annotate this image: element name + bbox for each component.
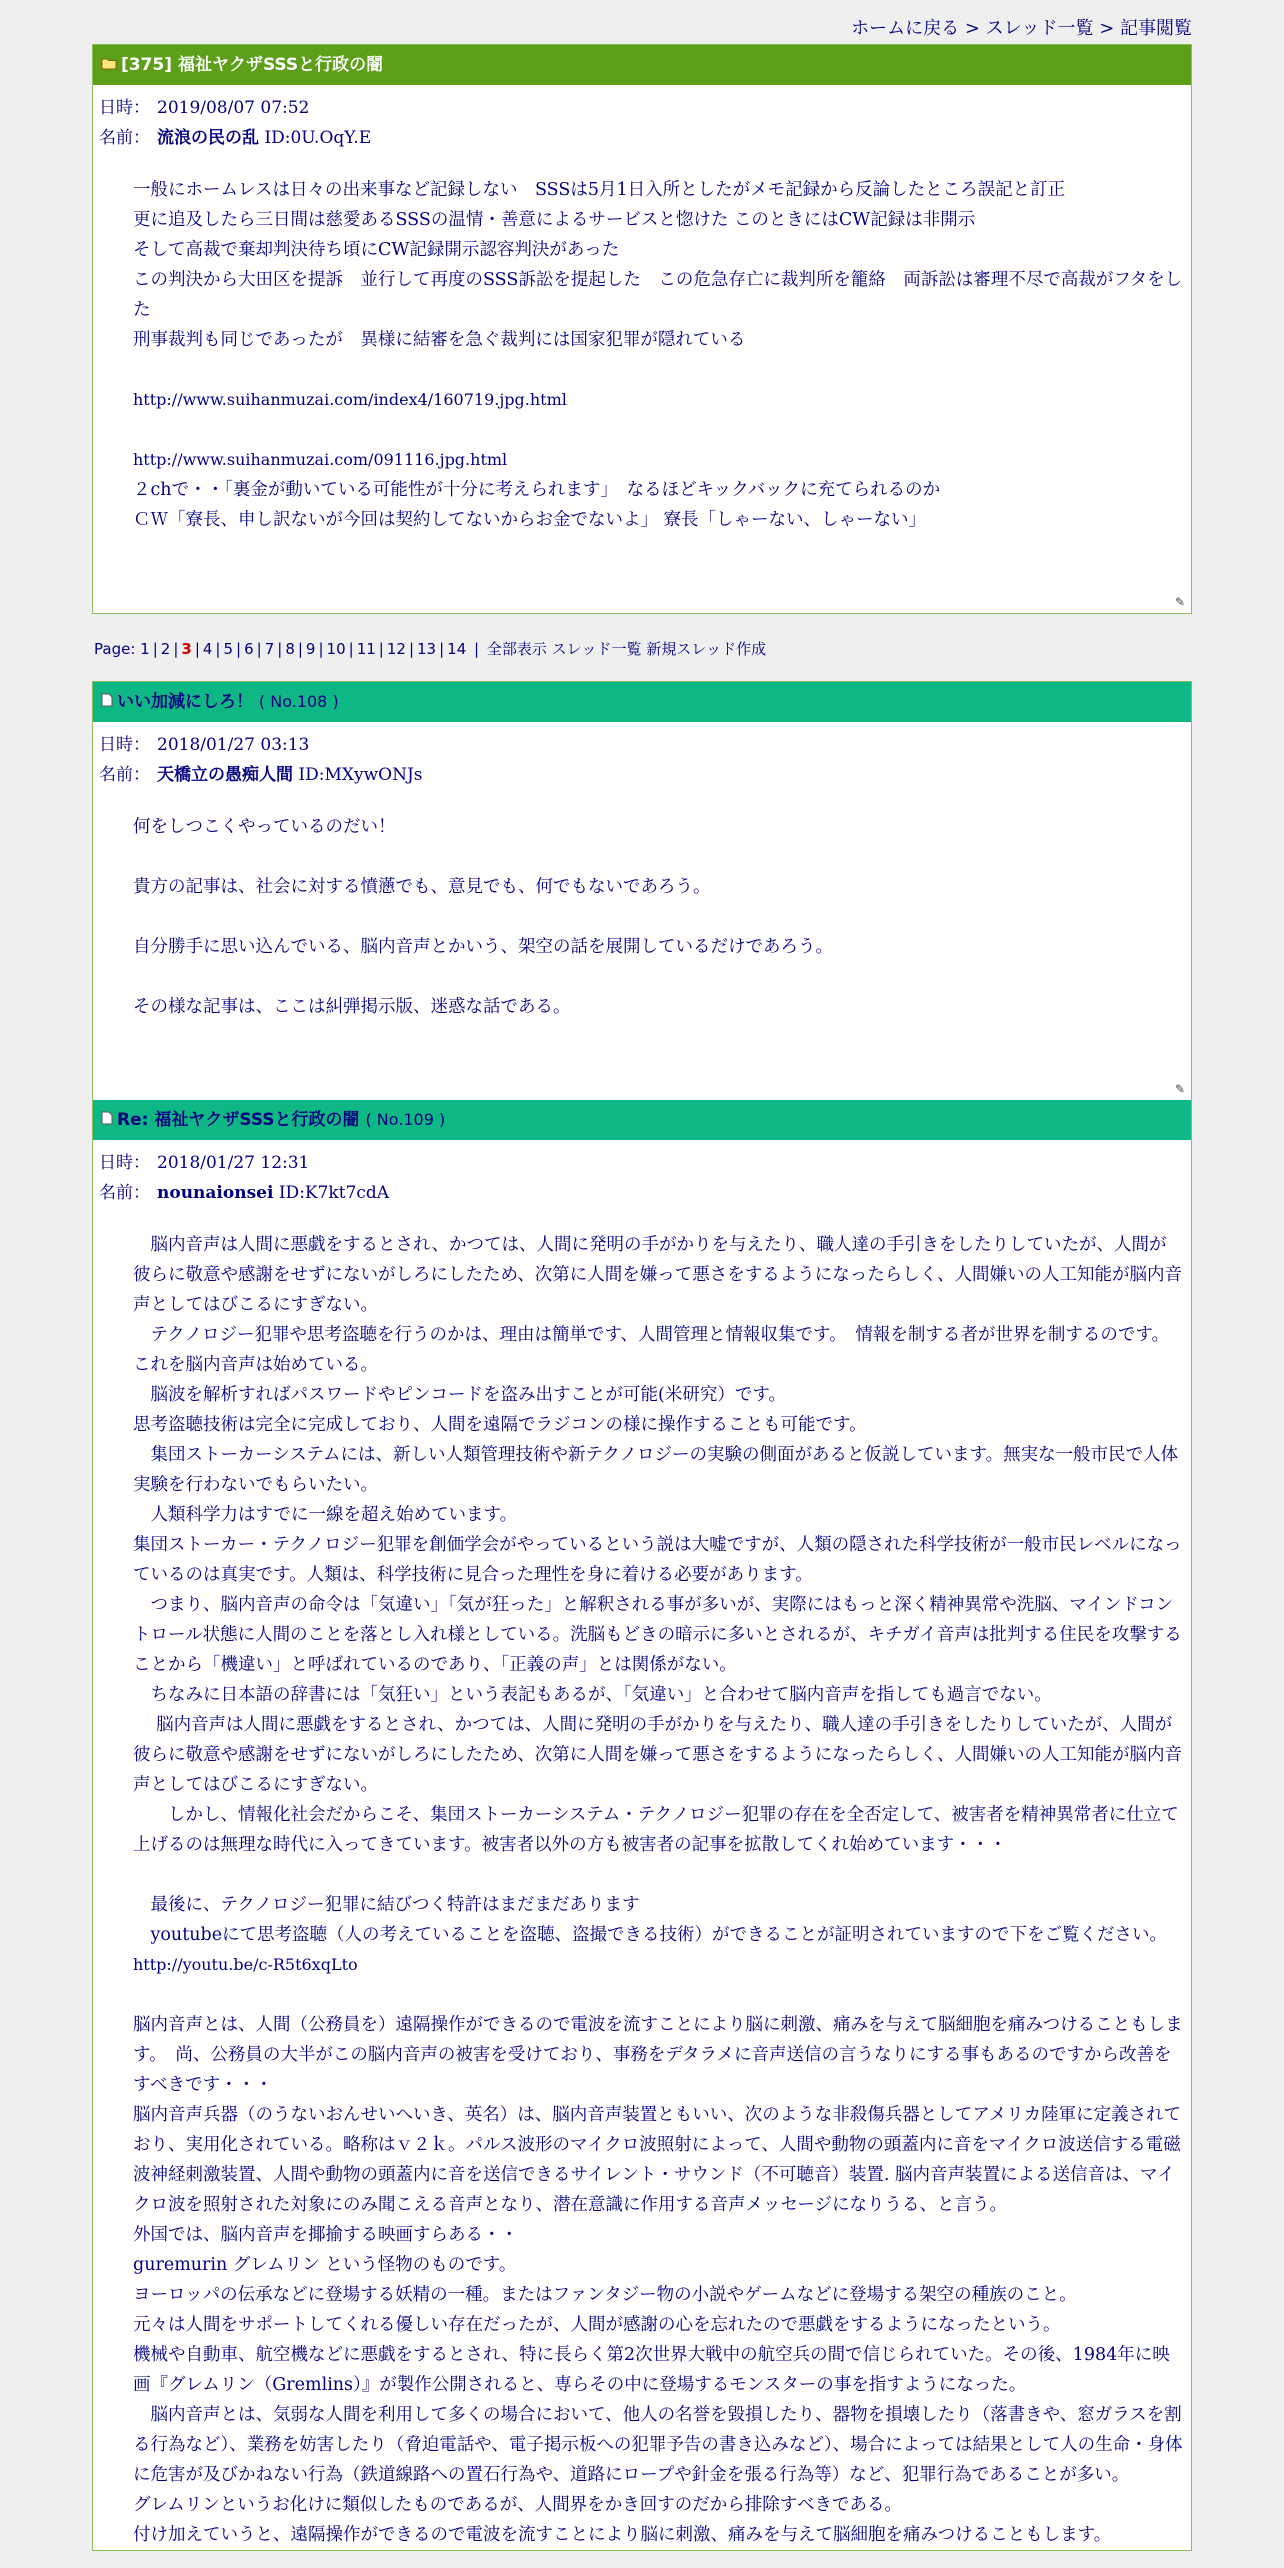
reply-title: いい加減にしろ！ <box>117 692 253 712</box>
page-link-8[interactable]: 8 <box>285 640 295 658</box>
date-label: 日時： <box>99 98 150 118</box>
thread-header <box>93 45 1191 85</box>
body-line: しかし、情報化社会だからこそ、集団ストーカーシステム・テクノロジー犯罪の存在を全否定して、被害者を精神異常者に仕立て上げるのは無理な時代に入ってきています。被害者以外の方も被害者の記事を拡散してくれ始めています・・・ <box>133 1805 1179 1855</box>
page-link-1[interactable]: 1 <box>140 640 150 658</box>
show-all-link[interactable]: 全部表示 <box>486 640 547 658</box>
post-body <box>93 790 1191 1082</box>
post-date: 2018/01/27 12:31 <box>157 1153 310 1173</box>
breadcrumb-current: 記事閲覧 <box>1120 18 1192 39</box>
date-label: 日時： <box>99 735 150 755</box>
document-icon <box>101 682 113 722</box>
page-separator: | <box>408 640 414 658</box>
page-link-12[interactable]: 12 <box>386 640 406 658</box>
home-link[interactable]: ホームに戻る <box>851 18 960 39</box>
name-label: 名前： <box>99 128 150 148</box>
thread-list-link[interactable]: スレッド一覧 <box>985 18 1094 39</box>
page-separator: | <box>318 640 324 658</box>
reply-post <box>92 681 1192 2551</box>
post-date: 2018/01/27 03:13 <box>157 735 310 755</box>
page-link-6[interactable]: 6 <box>244 640 254 658</box>
post-meta <box>93 722 1191 790</box>
external-link[interactable]: http://www.suihanmuzai.com/091116.jpg.html <box>133 450 508 469</box>
edit-icon[interactable]: ✎ <box>1174 595 1185 609</box>
body-line: 更に追及したら三日間は慈愛あるSSSの温情・善意によるサービスと惚けた このときにはCW記録は非開示 <box>133 210 976 230</box>
external-link[interactable]: http://www.suihanmuzai.com/index4/160719.jpg.html <box>133 390 567 409</box>
document-icon <box>101 1100 113 1140</box>
page-link-14[interactable]: 14 <box>447 640 467 658</box>
page-link-3: 3 <box>181 640 192 658</box>
page-link-2[interactable]: 2 <box>160 640 171 658</box>
post-author: nounaionsei <box>157 1183 274 1203</box>
post-meta <box>93 85 1191 153</box>
breadcrumb <box>92 0 1192 44</box>
body-line: 一般にホームレスは日々の出来事など記録しない SSSは5月1日入所としたがメモ記録から反論したところ誤記と訂正 <box>133 180 1066 200</box>
body-line: 機械や自動車、航空機などに悪戯をするとされ、特に長らく第2次世界大戦中の航空兵の間で信じられていた。その後、1984年に映画『グレムリン（Gremlins）』が製作公開されると、専らその中に登場するモンスターの事を指すようになった。 <box>133 2345 1170 2395</box>
breadcrumb-separator: > <box>1093 18 1120 39</box>
date-label: 日時： <box>99 1153 150 1173</box>
thread-post <box>92 44 1192 614</box>
body-line <box>133 902 1183 932</box>
body-line <box>133 962 1183 992</box>
body-line: ＣＷ「寮長、申し訳ないが今回は契約してないからお金でないよ」 寮長「しゃーない、しゃーない」 <box>133 510 927 530</box>
thread-list-link[interactable]: スレッド一覧 <box>551 640 642 658</box>
page-separator: | <box>215 640 221 658</box>
body-line: つまり、脳内音声の命令は「気違い」「気が狂った」と解釈される事が多いが、実際にはもっと深く精神異常や洗脳、マインドコントロール状態に人間のことを落とし入れ様としている。洗脳もどきの暗示に多いとされるが、キチガイ音声は批判する住民を攻撃することから「機違い」と呼ばれているのであり、「正義の声」とは関係がない。 <box>133 1595 1182 1675</box>
body-line <box>133 842 1183 872</box>
body-line <box>133 355 1183 385</box>
breadcrumb-separator: > <box>959 18 986 39</box>
body-line: 自分勝手に思い込んでいる、脳内音声とかいう、架空の話を展開しているだけであろう。 <box>133 937 833 957</box>
reply-number: ( No.108 ) <box>258 692 339 711</box>
body-line <box>133 1860 1183 1890</box>
body-line: 脳波を解析すればパスワードやピンコードを盗み出すことが可能(米研究）です。 <box>133 1385 786 1405</box>
page-link-4[interactable]: 4 <box>202 640 213 658</box>
name-label: 名前： <box>99 765 150 785</box>
body-line: 元々は人間をサポートしてくれる優しい存在だったが、人間が感謝の心を忘れたので悪戯をするようになったという。 <box>133 2315 1061 2335</box>
page-link-9[interactable]: 9 <box>305 640 316 658</box>
body-line: テクノロジー犯罪や思考盗聴を行うのかは、理由は簡単です、人間管理と情報収集です。 情報を制する者が世界を制するのです。 これを脳内音声は始めている。 <box>133 1325 1178 1375</box>
post-meta <box>93 1140 1191 1208</box>
body-line: 外国では、脳内音声を揶揄する映画すらある・・ <box>133 2225 518 2245</box>
folder-icon <box>101 45 117 85</box>
body-line: 脳内音声は人間に悪戯をするとされ、かつては、人間に発明の手がかりを与えたり、職人達の手引きをしたりしていたが、人間が彼らに敬意や感謝をせずにないがしろにしたため、次第に人間を嫌って悪さをするようになったらしく、人間嫌いの人工知能が脳内音声としてはびこるにすぎない。 <box>133 1715 1182 1795</box>
page-separator: | <box>439 640 445 658</box>
new-thread-link[interactable]: 新規スレッド作成 <box>646 640 767 658</box>
body-line: 思考盗聴技術は完全に完成しており、人間を遠隔でラジコンの様に操作することも可能です。 <box>133 1415 867 1435</box>
post-body <box>93 1208 1191 2550</box>
external-link[interactable]: http://youtu.be/c-R5t6xqLto <box>133 1955 358 1974</box>
page-link-5[interactable]: 5 <box>223 640 234 658</box>
reply-number: ( No.109 ) <box>365 1110 446 1129</box>
reply-title: Re: 福祉ヤクザSSSと行政の闇 <box>117 1110 360 1130</box>
page-separator: | <box>236 640 242 658</box>
pagination: Page: 1 | 2 | 3 | 4 | 5 | 6 | 7 | 8 | 9 | 10 | 11 | 12 | 13 | 14 | 全部表示 スレッド一覧 新規スレッド作成 <box>94 640 767 658</box>
body-line: guremurin グレムリン という怪物のものです。 <box>133 2255 517 2275</box>
body-line <box>133 415 1183 445</box>
post-id: ID:K7kt7cdA <box>278 1183 390 1203</box>
edit-icon[interactable]: ✎ <box>1174 1082 1185 1096</box>
page-separator: | <box>348 640 354 658</box>
page-separator: | <box>256 640 262 658</box>
body-line: 人類科学力はすでに一線を超え始めています。 <box>133 1505 518 1525</box>
reply-header <box>93 1100 1191 1140</box>
post-author: 流浪の民の乱 <box>157 128 259 148</box>
body-line: そして高裁で棄却判決待ち頃にCW記録開示認容判決があった <box>133 240 620 260</box>
page-separator: | <box>277 640 283 658</box>
page-link-10[interactable]: 10 <box>326 640 346 658</box>
page-link-11[interactable]: 11 <box>356 640 376 658</box>
post-body <box>93 153 1191 595</box>
body-line <box>133 385 1183 415</box>
name-label: 名前： <box>99 1183 150 1203</box>
body-line: グレムリンというお化けに類似したものであるが、人間界をかき回すのだから排除すべきである。 <box>133 2495 902 2515</box>
body-line: ちなみに日本語の辞書には「気狂い」という表記もあるが、「気違い」と合わせて脳内音声を指しても過言でない。 <box>133 1685 1052 1705</box>
body-line: 刑事裁判も同じであったが 異様に結審を急ぐ裁判には国家犯罪が隠れている <box>133 330 746 350</box>
body-line: ヨーロッパの伝承などに登場する妖精の一種。またはファンタジー物の小説やゲームなどに登場する架空の種族のこと。 <box>133 2285 1077 2305</box>
page-link-7[interactable]: 7 <box>264 640 275 658</box>
body-line: 脳内音声とは、人間（公務員を）遠隔操作ができるので電波を流すことにより脳に刺激、痛みを与えて脳細胞を痛みつけることもします。 尚、公務員の大半がこの脳内音声の被害を受けており、事務をデタラメに音声送信の言うなりにする事もあるのですから改善をすべきです・・・ <box>133 2015 1183 2095</box>
page-separator: | <box>152 640 158 658</box>
post-id: ID:0U.OqY.E <box>264 128 372 148</box>
thread-title: [375] 福祉ヤクザSSSと行政の闇 <box>121 55 384 75</box>
body-line: 最後に、テクノロジー犯罪に結びつく特許はまだまだあります <box>133 1895 640 1915</box>
page-separator: | <box>194 640 200 658</box>
body-line <box>133 1980 1183 2010</box>
body-line: 集団ストーカーシステムには、新しい人類管理技術や新テクノロジーの実験の側面があると仮説しています。無実な一般市民で人体実験を行わないでもらいたい。 <box>133 1445 1179 1495</box>
post-date: 2019/08/07 07:52 <box>157 98 310 118</box>
body-line: 何をしつこくやっているのだい！ <box>133 817 396 837</box>
page-label: Page: <box>94 640 136 658</box>
page-separator: | <box>378 640 384 658</box>
body-line: その様な記事は、ここは糾弾掲示版、迷惑な話である。 <box>133 997 571 1017</box>
body-line: 集団ストーカー・テクノロジー犯罪を創価学会がやっているという説は大嘘ですが、人類の隠された科学技術が一般市民レベルになっているのは真実です。人類は、科学技術に見合った理性を身に着ける必要があります。 <box>133 1535 1182 1585</box>
body-line: この判決から大田区を提訴 並行して再度のSSS訴訟を提起した この危急存亡に裁判所を籠絡 両訴訟は審理不尽で高裁がフタをした <box>133 270 1183 320</box>
body-line: 脳内音声とは、気弱な人間を利用して多くの場合において、他人の名誉を毀損したり、器物を損壊したり（落書きや、窓ガラスを割る行為など）、業務を妨害したり（脅迫電話や、電子掲示板への犯罪予告の書き込みなど）、場合によっては結果として人の生命・身体に危害が及びかねない行為（鉄道線路への置石行為や、道路にロープや針金を張る行為等）など、犯罪行為であることが多い。 <box>133 2405 1183 2485</box>
page <box>92 0 1192 2551</box>
page-link-13[interactable]: 13 <box>417 640 437 658</box>
body-line <box>133 445 1183 475</box>
body-line <box>133 1950 1183 1980</box>
post-id: ID:MXywONJs <box>298 765 423 785</box>
body-line: 付け加えていうと、遠隔操作ができるので電波を流すことにより脳に刺激、痛みを与えて脳細胞を痛みつけることもします。 <box>133 2525 1112 2545</box>
page-separator: | <box>173 640 179 658</box>
body-line: 脳内音声兵器（のうないおんせいへいき、英名）は、脳内音声装置ともいい、次のような非殺傷兵器としてアメリカ陸軍に定義されており、実用化されている。略称はｖ２ｋ。パルス波形のマイクロ波照射によって、人間や動物の頭蓋内に音をマイクロ波送信する電磁波神経刺激装置、人間や動物の頭蓋内に音を送信できるサイレント・サウンド（不可聴音）装置. 脳内音声装置による送信音は、マイクロ波を照射された対象にのみ聞こえる音声となり、潜在意識に作用する音声メッセージになりうる、と言う。 <box>133 2105 1182 2215</box>
body-line: 貴方の記事は、社会に対する憤懣でも、意見でも、何でもないであろう。 <box>133 877 711 897</box>
body-line: 脳内音声は人間に悪戯をするとされ、かつては、人間に発明の手がかりを与えたり、職人達の手引きをしたりしていたが、人間が彼らに敬意や感謝をせずにないがしろにしたため、次第に人間を嫌って悪さをするようになったらしく、人間嫌いの人工知能が脳内音声としてはびこるにすぎない。 <box>133 1235 1182 1315</box>
reply-header <box>93 682 1191 722</box>
body-line: youtubeにて思考盗聴（人の考えていることを盗聴、盗撮できる技術）ができることが証明されていますので下をご覧ください。 <box>133 1925 1168 1945</box>
body-line: ２chで・・「裏金が動いている可能性が十分に考えられます」 なるほどキックバックに充てられるのか <box>133 480 941 500</box>
page-separator: | <box>297 640 303 658</box>
post-author: 天橋立の愚痴人間 <box>157 765 293 785</box>
